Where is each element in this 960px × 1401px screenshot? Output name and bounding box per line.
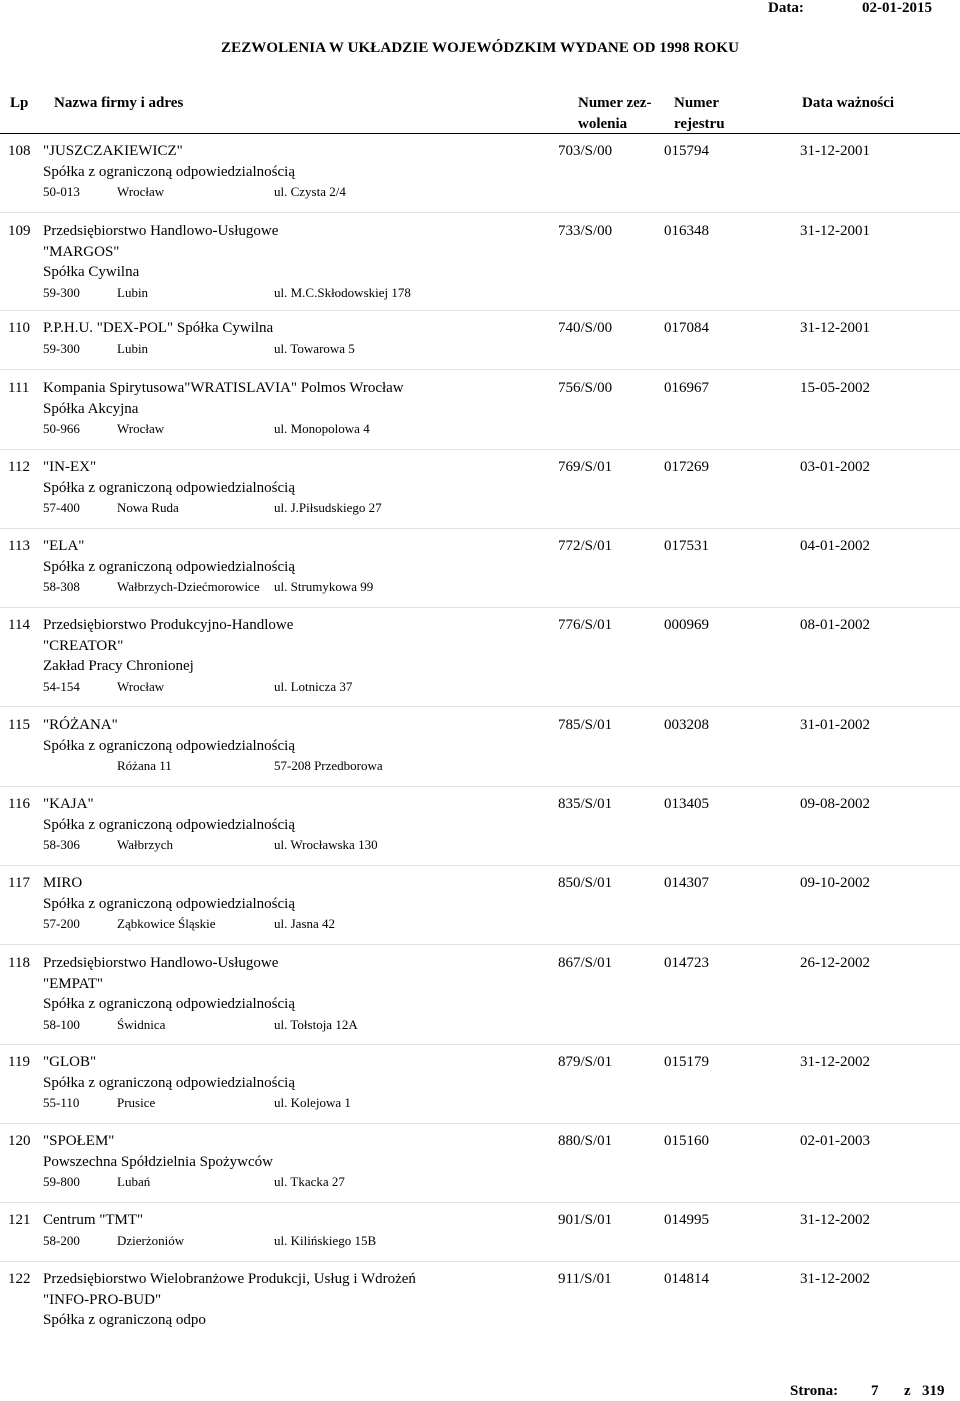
footer-of-label: z (904, 1383, 911, 1399)
postal-code: 55-110 (43, 1095, 80, 1110)
city: Lubin (117, 284, 149, 300)
street-address: ul. Towarowa 5 (274, 340, 355, 356)
city: Różana 11 (117, 758, 172, 773)
street-address: ul. Monopolowa 4 (274, 421, 370, 436)
street-address: ul. Kolejowa 1 (274, 1095, 351, 1110)
column-header-valid: Data ważności (802, 95, 895, 111)
registry-number: 015794 (664, 143, 709, 159)
permit-number: 733/S/00 (558, 223, 613, 239)
city: Nowa Ruda (117, 500, 179, 515)
column-header-registry: Numer rejestru (674, 95, 725, 132)
row-divider (0, 212, 960, 213)
street-address: ul. Wrocławska 130 (274, 837, 378, 852)
street-address: ul. Jasna 42 (274, 916, 336, 931)
company-name-line: Spółka z ograniczoną odpowiedzialnością (43, 816, 295, 833)
row-divider (0, 449, 960, 450)
company-name-line: Spółka z ograniczoną odpowiedzialnością (43, 163, 295, 180)
row-divider (0, 1261, 960, 1262)
company-name-line: Przedsiębiorstwo Produkcyjno-Handlowe (43, 617, 294, 633)
company-name-line: Spółka z ograniczoną odpowiedzialnością (43, 737, 295, 754)
entry-number: 113 (8, 538, 30, 554)
row-divider (0, 865, 960, 866)
company-name-line: Przedsiębiorstwo Handlowo-Usługowe (43, 955, 279, 971)
row-divider (0, 706, 960, 707)
valid-until-date: 15-05-2002 (800, 380, 870, 396)
list-item (0, 615, 960, 707)
permit-number: 835/S/01 (558, 796, 613, 812)
street-address: ul. Tołstoja 12A (274, 1016, 358, 1032)
registry-number: 015179 (664, 1054, 709, 1070)
valid-until-date: 02-01-2003 (800, 1133, 870, 1149)
permit-number: 879/S/01 (558, 1054, 613, 1070)
company-name-line: Spółka z ograniczoną odpo (43, 1312, 206, 1328)
valid-until-date: 09-10-2002 (800, 875, 870, 891)
postal-code: 58-100 (43, 1016, 80, 1032)
postal-code: 58-308 (43, 579, 80, 594)
company-name-line: Centrum "TMT" (43, 1212, 144, 1228)
permit-number: 850/S/01 (558, 875, 613, 891)
permit-number: 901/S/01 (558, 1212, 613, 1228)
valid-until-date: 26-12-2002 (800, 955, 870, 971)
row-divider (0, 528, 960, 529)
city: Lubin (117, 340, 149, 356)
row-divider (0, 607, 960, 608)
registry-number: 014307 (664, 875, 709, 891)
list-item (0, 318, 960, 370)
company-name-line: "CREATOR" (43, 637, 124, 654)
permit-number: 776/S/01 (558, 617, 613, 633)
entry-number: 114 (8, 617, 30, 633)
row-divider (0, 944, 960, 945)
footer-page-total: 319 (922, 1383, 945, 1399)
list-item (0, 457, 960, 529)
valid-until-date: 03-01-2002 (800, 459, 870, 475)
valid-until-date: 31-12-2002 (800, 1212, 870, 1228)
company-name-line: P.P.H.U. "DEX-POL" Spółka Cywilna (43, 320, 274, 336)
company-name-line: Spółka z ograniczoną odpowiedzialnością (43, 895, 295, 912)
city: Ząbkowice Śląskie (117, 916, 216, 931)
company-name-line: Przedsiębiorstwo Wielobranżowe Produkcji, Usług i Wdrożeń (43, 1271, 416, 1287)
street-address: ul. Kilińskiego 15B (274, 1232, 377, 1248)
postal-code: 58-200 (43, 1232, 80, 1248)
company-name-line: "JUSZCZAKIEWICZ" (43, 143, 183, 159)
street-address: ul. M.C.Skłodowskiej 178 (274, 284, 411, 300)
entry-number: 112 (8, 459, 30, 475)
list-item (0, 378, 960, 450)
row-divider (0, 1202, 960, 1203)
entry-number: 116 (8, 796, 30, 812)
permit-number: 769/S/01 (558, 459, 613, 475)
city: Wrocław (117, 678, 165, 694)
list-item (0, 873, 960, 945)
company-name-line: Kompania Spirytusowa"WRATISLAVIA" Polmos Wrocław (43, 380, 404, 396)
company-name-line: Przedsiębiorstwo Handlowo-Usługowe (43, 223, 279, 239)
company-name-line: "EMPAT" (43, 975, 104, 992)
company-name-line: "ELA" (43, 538, 85, 554)
entry-number: 108 (8, 143, 31, 159)
row-divider (0, 1123, 960, 1124)
column-header-name: Nazwa firmy i adres (54, 95, 184, 111)
document-title: ZEZWOLENIA W UKŁADZIE WOJEWÓDZKIM WYDANE OD 1998 ROKU (220, 40, 740, 56)
city: Wrocław (117, 421, 165, 436)
entry-number: 118 (8, 955, 30, 971)
street-address: ul. J.Piłsudskiego 27 (274, 500, 382, 515)
registry-number: 017531 (664, 538, 709, 554)
valid-until-date: 31-12-2002 (800, 1271, 870, 1287)
date-value: 02-01-2015 (862, 0, 932, 16)
date-label: Data: (768, 0, 804, 16)
row-divider (0, 310, 960, 311)
list-item (0, 1269, 960, 1339)
registry-number: 003208 (664, 717, 709, 733)
row-divider (0, 786, 960, 787)
permit-number: 867/S/01 (558, 955, 613, 971)
city: Wałbrzych (117, 837, 173, 852)
street-address: ul. Lotnicza 37 (274, 678, 353, 694)
company-name-line: "KAJA" (43, 796, 94, 812)
postal-code: 58-306 (43, 837, 80, 852)
entry-number: 119 (8, 1054, 30, 1070)
company-name-line: Zakład Pracy Chronionej (43, 658, 194, 674)
entry-number: 111 (8, 380, 30, 396)
registry-number: 014995 (664, 1212, 709, 1228)
permit-number: 703/S/00 (558, 143, 613, 159)
valid-until-date: 31-12-2001 (800, 320, 870, 336)
entry-number: 120 (8, 1133, 31, 1149)
company-name-line: Spółka z ograniczoną odpowiedzialnością (43, 1074, 295, 1091)
header-divider (0, 133, 960, 134)
registry-number: 016967 (664, 380, 709, 396)
entry-number: 122 (8, 1271, 31, 1287)
list-item (0, 1210, 960, 1262)
permit-number: 911/S/01 (558, 1271, 612, 1287)
company-name-line: MIRO (43, 875, 83, 891)
row-divider (0, 369, 960, 370)
city: Lubań (117, 1174, 151, 1189)
company-name-line: Powszechna Spółdzielnia Spożywców (43, 1153, 273, 1170)
registry-number: 014723 (664, 955, 709, 971)
permit-number: 785/S/01 (558, 717, 613, 733)
company-name-line: Spółka z ograniczoną odpowiedzialnością (43, 996, 295, 1012)
valid-until-date: 31-12-2001 (800, 143, 870, 159)
street-address: ul. Czysta 2/4 (274, 184, 346, 199)
street-address: ul. Tkacka 27 (274, 1174, 345, 1189)
list-item (0, 536, 960, 608)
company-name-line: "RÓŻANA" (43, 717, 118, 733)
entry-number: 117 (8, 875, 30, 891)
city: Wrocław (117, 184, 165, 199)
valid-until-date: 09-08-2002 (800, 796, 870, 812)
company-name-line: "SPOŁEM" (43, 1133, 115, 1149)
valid-until-date: 31-12-2001 (800, 223, 870, 239)
valid-until-date: 04-01-2002 (800, 538, 870, 554)
street-address: ul. Strumykowa 99 (274, 579, 374, 594)
list-item (0, 794, 960, 866)
permit-number: 880/S/01 (558, 1133, 613, 1149)
valid-until-date: 31-12-2002 (800, 1054, 870, 1070)
row-divider (0, 1044, 960, 1045)
registry-number: 013405 (664, 796, 709, 812)
list-item (0, 953, 960, 1045)
column-header-lp: Lp (10, 95, 29, 111)
company-name-line: "IN-EX" (43, 459, 97, 475)
valid-until-date: 08-01-2002 (800, 617, 870, 633)
postal-code: 54-154 (43, 678, 80, 694)
list-item (0, 715, 960, 787)
company-name-line: Spółka z ograniczoną odpowiedzialnością (43, 558, 295, 575)
footer-page-label: Strona: (790, 1383, 839, 1399)
registry-number: 017084 (664, 320, 709, 336)
registry-number: 015160 (664, 1133, 709, 1149)
registry-number: 017269 (664, 459, 709, 475)
entry-number: 109 (8, 223, 31, 239)
valid-until-date: 31-01-2002 (800, 717, 870, 733)
company-name-line: "GLOB" (43, 1054, 97, 1070)
postal-code: 59-300 (43, 340, 80, 356)
city: Prusice (117, 1095, 156, 1110)
city: Świdnica (117, 1016, 166, 1032)
permit-number: 756/S/00 (558, 380, 613, 396)
entry-number: 110 (8, 320, 30, 336)
company-name-line: Spółka z ograniczoną odpowiedzialnością (43, 479, 295, 496)
list-item (0, 1131, 960, 1203)
list-item (0, 221, 960, 311)
company-name-line: "MARGOS" (43, 243, 120, 260)
entry-number: 115 (8, 717, 30, 733)
postal-code: 59-800 (43, 1174, 80, 1189)
list-item (0, 141, 960, 213)
company-name-line: Spółka Cywilna (43, 264, 140, 280)
column-header-permit: Numer zez- wolenia (578, 95, 652, 132)
city: Wałbrzych-Dziećmorowice (117, 579, 260, 594)
postal-code: 57-200 (43, 916, 80, 931)
city: Dzierżoniów (117, 1232, 185, 1248)
postal-code: 59-300 (43, 284, 80, 300)
postal-code: 50-013 (43, 184, 80, 199)
postal-code: 57-400 (43, 500, 80, 515)
permit-number: 772/S/01 (558, 538, 613, 554)
company-name-line: Spółka Akcyjna (43, 400, 139, 417)
registry-number: 016348 (664, 223, 709, 239)
company-name-line: "INFO-PRO-BUD" (43, 1291, 162, 1308)
entry-number: 121 (8, 1212, 31, 1228)
registry-number: 014814 (664, 1271, 709, 1287)
postal-code: 50-966 (43, 421, 80, 436)
permit-number: 740/S/00 (558, 320, 613, 336)
street-address: 57-208 Przedborowa (274, 758, 383, 773)
registry-number: 000969 (664, 617, 709, 633)
list-item (0, 1052, 960, 1124)
footer-page-number: 7 (871, 1383, 879, 1399)
